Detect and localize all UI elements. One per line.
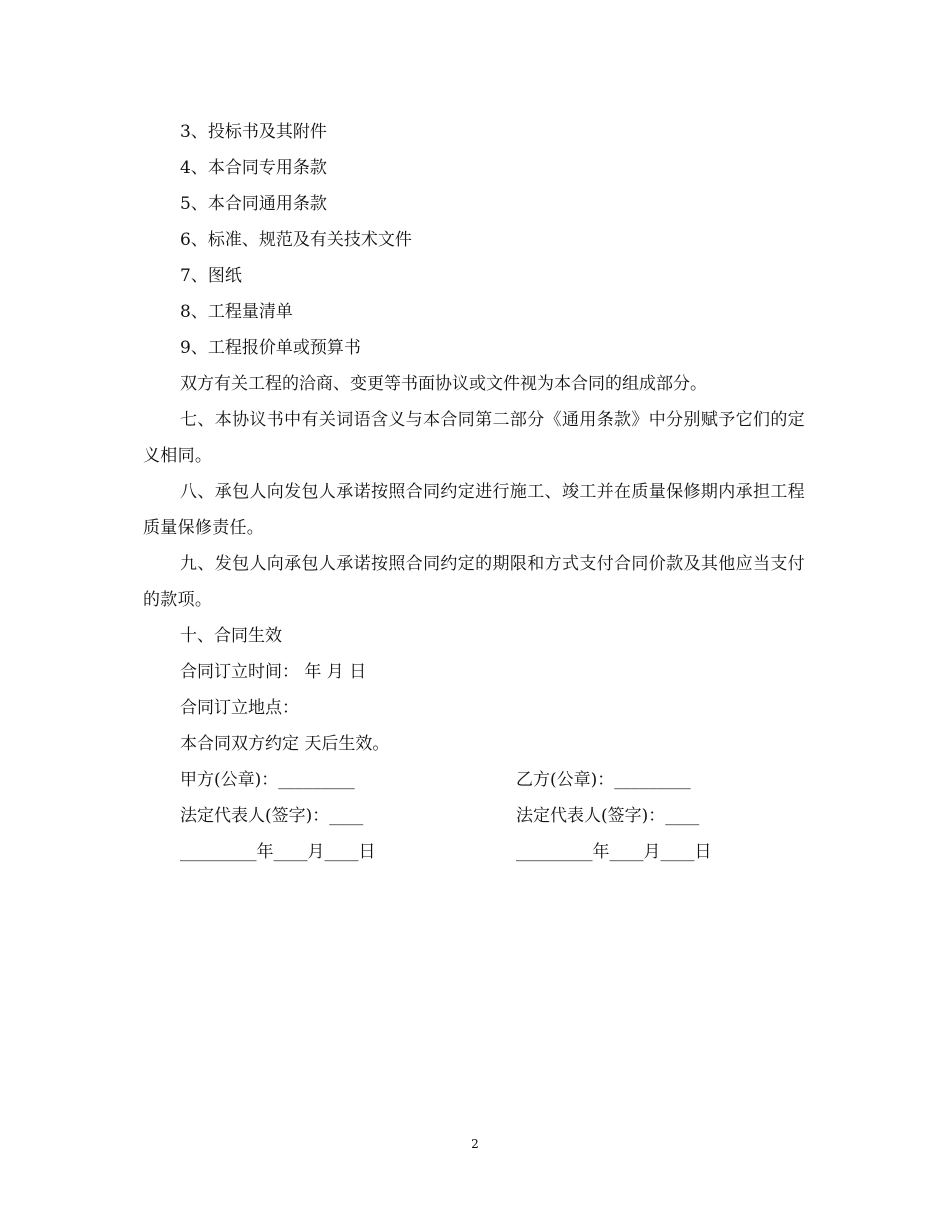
list-item: 3、投标书及其附件 <box>180 122 327 142</box>
signature-representative-row <box>143 798 805 834</box>
clause-9-paragraph: 九、发包人向承包人承诺按照合同约定的期限和方式支付合同价款及其他应当支付的款项。 <box>143 554 805 610</box>
signature-seal-row <box>143 762 805 798</box>
list-item: 8、工程量清单 <box>180 302 293 322</box>
contract-sign-time: 合同订立时间： 年 月 日 <box>180 662 367 682</box>
party-a-date-field: _________年____月____日 <box>180 842 376 862</box>
list-item: 7、图纸 <box>180 266 242 286</box>
party-a-seal-field: 甲方(公章)：_________ <box>180 770 355 790</box>
page-number: 2 <box>471 1137 479 1151</box>
party-a-representative-field: 法定代表人(签字)：____ <box>180 806 364 826</box>
signature-date-row <box>143 834 805 870</box>
list-item: 4、本合同专用条款 <box>180 158 327 178</box>
clause-8-paragraph: 八、承包人向发包人承诺按照合同约定进行施工、竣工并在质量保修期内承担工程质量保修责任。 <box>143 482 805 538</box>
list-item: 6、标准、规范及有关技术文件 <box>180 230 412 250</box>
contract-sign-place: 合同订立地点： <box>180 698 299 718</box>
party-b-seal-field: 乙方(公章)：_________ <box>516 770 691 790</box>
negotiation-paragraph: 双方有关工程的洽商、变更等书面协议或文件视为本合同的组成部分。 <box>180 374 707 394</box>
clause-10-title: 十、合同生效 <box>180 626 282 646</box>
list-item: 5、本合同通用条款 <box>180 194 327 214</box>
list-item: 9、工程报价单或预算书 <box>180 338 361 358</box>
party-b-representative-field: 法定代表人(签字)：____ <box>516 806 700 826</box>
clause-7-paragraph: 七、本协议书中有关词语含义与本合同第二部分《通用条款》中分别赋予它们的定义相同。 <box>143 410 805 466</box>
party-b-date-field: _________年____月____日 <box>516 842 712 862</box>
contract-effective-clause: 本合同双方约定 天后生效。 <box>180 734 390 754</box>
document-body <box>143 114 805 870</box>
